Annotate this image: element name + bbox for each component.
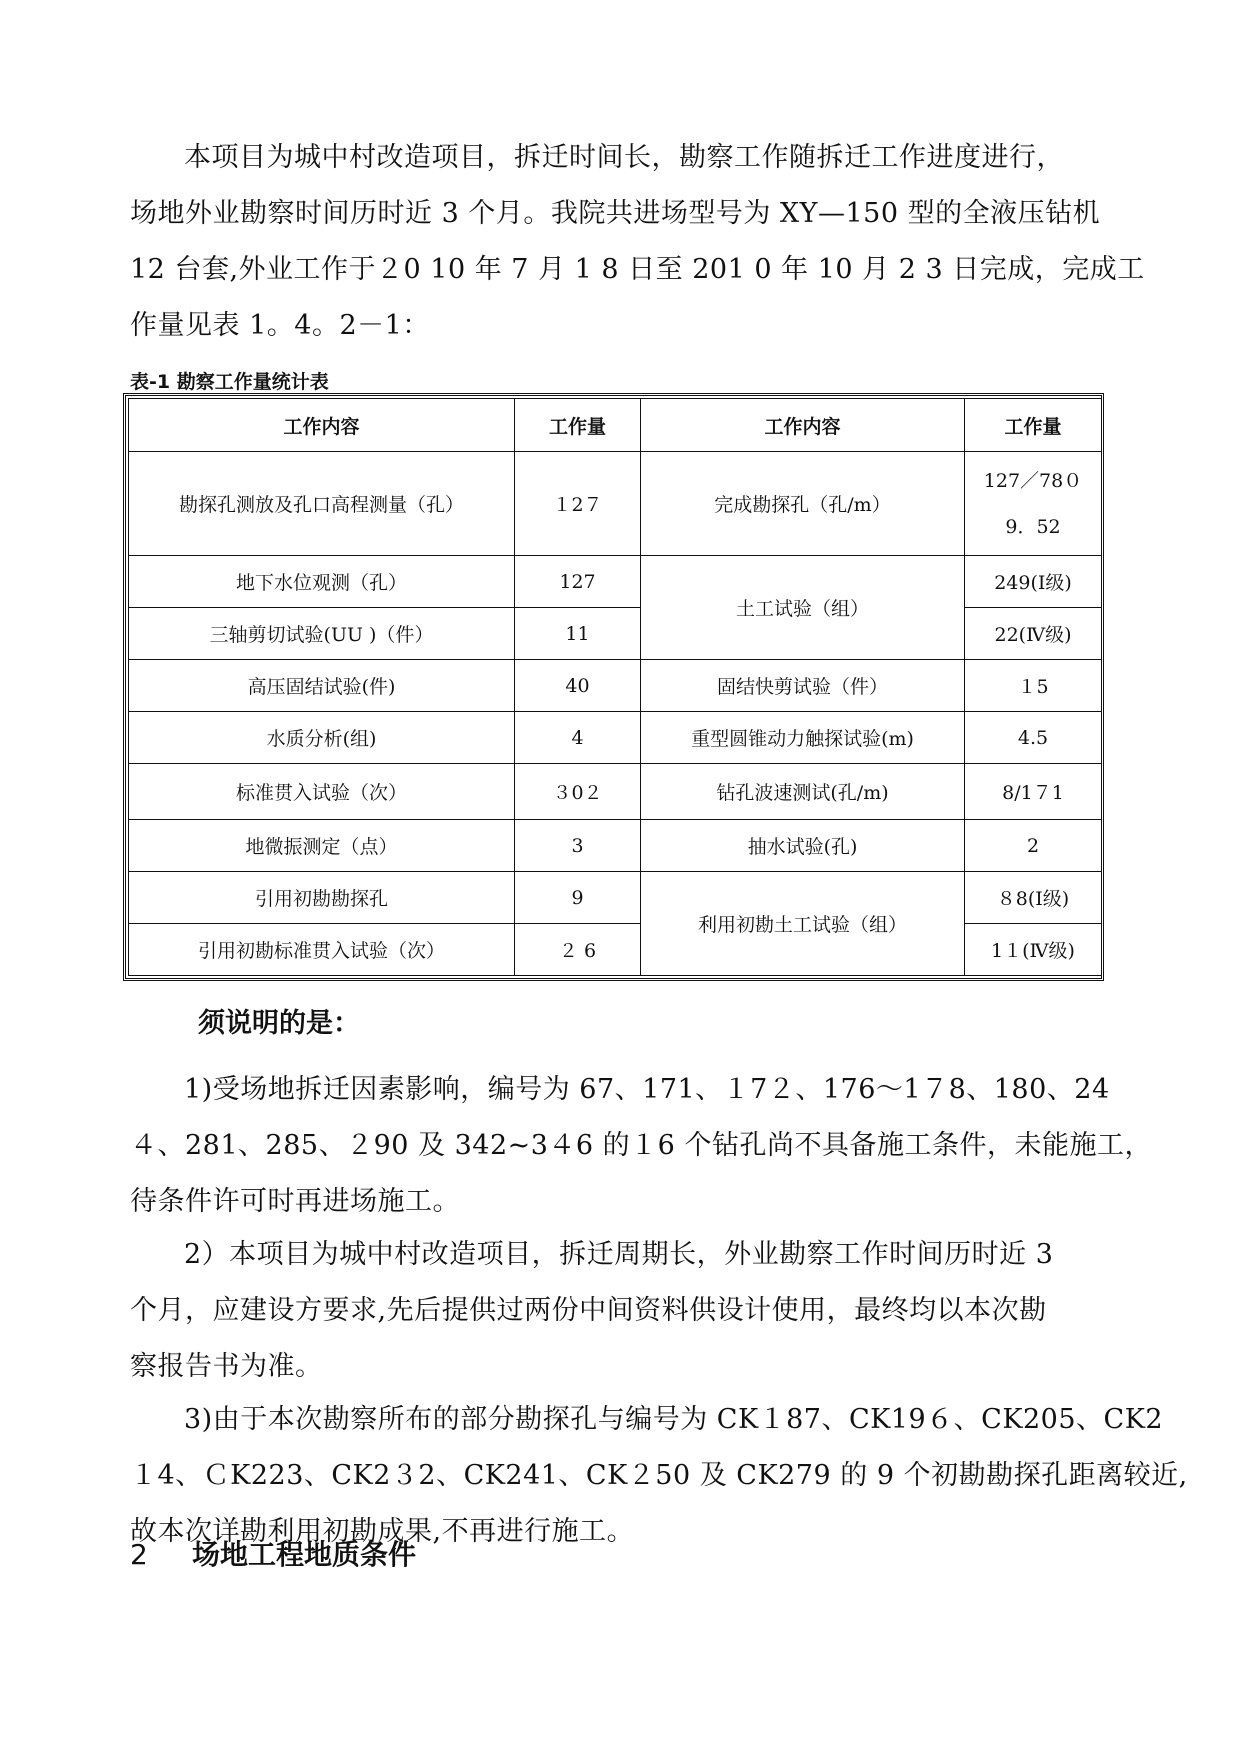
cell-line: 9．52	[1005, 515, 1061, 538]
table-cell: １2７	[515, 452, 641, 556]
table-cell: 4	[515, 712, 641, 764]
table-cell: ８8(Ⅰ级)	[965, 872, 1102, 924]
table-cell: 固结快剪试验（件）	[641, 660, 965, 712]
table-cell: ２ 6	[515, 924, 641, 976]
table-cell: 11	[515, 608, 641, 660]
table-cell: 2	[965, 820, 1102, 872]
table-cell: 3	[515, 820, 641, 872]
intro-line: 作量见表 1。4。2－1：	[130, 310, 430, 341]
table-cell: 三轴剪切试验(UU )（件）	[129, 608, 515, 660]
table-cell: 地微振测定（点）	[129, 820, 515, 872]
section-heading	[130, 1533, 416, 1573]
intro-paragraph	[130, 130, 1145, 354]
table-cell: 1１(Ⅳ级)	[965, 924, 1102, 976]
table-cell: 抽水试验(孔)	[641, 820, 965, 872]
table-row	[129, 764, 1102, 820]
table-cell: 22(Ⅳ级)	[965, 608, 1102, 660]
table-cell: 4.5	[965, 712, 1102, 764]
table-cell: 完成勘探孔（孔/m）	[641, 452, 965, 556]
note-line: 3)由于本次勘察所布的部分勘探孔与编号为 CK１87、CK19６、CK205、CK2	[184, 1404, 1164, 1435]
table-row	[129, 556, 1102, 608]
table-cell: 标准贯入试验（次）	[129, 764, 515, 820]
table-cell	[965, 452, 1102, 556]
note-line: 故本次详勘利用初勘成果,不再进行施工。	[130, 1516, 635, 1547]
header-work-content: 工作内容	[129, 399, 515, 452]
table-cell: 高压固结试验(件)	[129, 660, 515, 712]
table-cell: １5	[965, 660, 1102, 712]
table-row	[129, 452, 1102, 556]
table-header-row	[129, 399, 1102, 452]
header-workload: 工作量	[965, 399, 1102, 452]
workload-table	[128, 398, 1102, 976]
note-line: 2）本项目为城中村改造项目，拆迁周期长，外业勘察工作时间历时近 3	[184, 1239, 1054, 1270]
table-cell: 地下水位观测（孔）	[129, 556, 515, 608]
table-cell: 重型圆锥动力触探试验(m)	[641, 712, 965, 764]
table-row	[129, 820, 1102, 872]
table-cell: 40	[515, 660, 641, 712]
table-cell: 249(Ⅰ级)	[965, 556, 1102, 608]
header-workload: 工作量	[515, 399, 641, 452]
note-line: ４、281、285、２90 及 342~3４6 的１6 个钻孔尚不具备施工条件，未能施工，	[130, 1130, 1152, 1161]
cell-line: 127／78０	[983, 469, 1083, 492]
table-cell: 9	[515, 872, 641, 924]
table-caption: 表-1 勘察工作量统计表	[130, 371, 329, 393]
table-cell: 钻孔波速测试(孔/m)	[641, 764, 965, 820]
table-cell: ３0２	[515, 764, 641, 820]
note-paragraph-1	[130, 1062, 1152, 1230]
table-cell: 127	[515, 556, 641, 608]
note-line: １4、ＣK223、CK2３2、CK241、CK２50 及 CK279 的 9 个初勘勘探孔距离较近,	[130, 1460, 1188, 1491]
section-number: 2	[130, 1538, 148, 1571]
section-title: 场地工程地质条件	[192, 1538, 417, 1571]
intro-line: 本项目为城中村改造项目，拆迁时间长，勘察工作随拆迁工作进度进行，	[184, 142, 1064, 173]
table-cell: 勘探孔测放及孔口高程测量（孔）	[129, 452, 515, 556]
table-row	[129, 872, 1102, 924]
note-line: 1)受场地拆迁因素影响，编号为 67、171、１7２、176～1７8、180、24	[184, 1074, 1110, 1105]
intro-line: 场地外业勘察时间历时近 3 个月。我院共进场型号为 XY—150 型的全液压钻机	[130, 198, 1101, 229]
table-cell: 8/1７1	[965, 764, 1102, 820]
note-line: 待条件许可时再进场施工。	[130, 1186, 460, 1217]
table-cell: 引用初勘标准贯入试验（次）	[129, 924, 515, 976]
table-cell: 土工试验（组）	[641, 556, 965, 660]
note-line: 个月，应建设方要求,先后提供过两份中间资料供设计使用，最终均以本次勘	[130, 1295, 1047, 1326]
header-work-content: 工作内容	[641, 399, 965, 452]
notes-heading: 须说明的是：	[198, 1008, 360, 1039]
intro-line: 12 台套,外业工作于２0 10 年 7 月 1 8 日至 201 0 年 10 月 2 3 日完成，完成工	[130, 254, 1145, 285]
table-cell: 水质分析(组)	[129, 712, 515, 764]
table-row	[129, 712, 1102, 764]
note-line: 察报告书为准。	[130, 1351, 323, 1382]
table-row	[129, 660, 1102, 712]
note-paragraph-2	[130, 1227, 1120, 1395]
table-cell: 利用初勘土工试验（组）	[641, 872, 965, 976]
table-cell: 引用初勘勘探孔	[129, 872, 515, 924]
workload-table-frame	[123, 393, 1104, 981]
